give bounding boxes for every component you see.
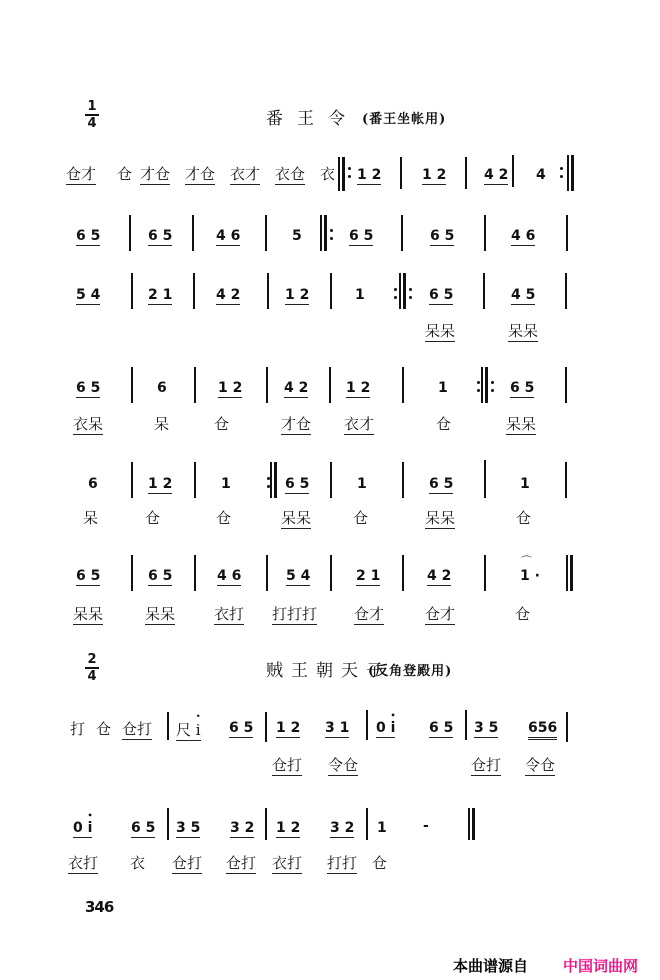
note-group: 1 — [355, 287, 365, 303]
lyric: 呆呆 — [73, 605, 104, 623]
lyric: 呆 — [83, 509, 99, 527]
percussion-syllable: 仓打 — [122, 720, 153, 738]
note-group: 6 5 — [429, 720, 454, 736]
note-group: 4 6 — [511, 228, 536, 244]
barline — [266, 367, 268, 403]
lyric: 仓打 — [226, 854, 257, 872]
note-group: 1 2 — [148, 476, 173, 492]
percussion-syllable: 仓 — [117, 165, 133, 183]
barline — [566, 215, 568, 251]
piece-title: 番王令 — [266, 109, 359, 129]
barline — [400, 157, 402, 189]
note-group: 2 1 — [356, 568, 381, 584]
repeat-end-barline — [567, 155, 574, 191]
note-group: 0 • i — [73, 820, 92, 836]
piece-subtitle: (反角登殿用) — [368, 664, 453, 679]
barline — [465, 157, 467, 189]
note-group: 1 · — [520, 568, 540, 584]
barline — [465, 710, 467, 740]
note-group: 6 5 — [349, 228, 374, 244]
source-label: 本曲谱源自 — [453, 957, 529, 975]
note-group: 3 2 — [330, 820, 355, 836]
lyric: 衣呆 — [73, 415, 104, 433]
note-group: 1 2 — [346, 380, 371, 396]
note-group: 3 5 — [176, 820, 201, 836]
barline — [267, 273, 269, 309]
lyric: 仓 — [214, 415, 230, 433]
note-group: 1 — [357, 476, 367, 492]
page-number: 346 — [85, 898, 114, 916]
piece-title: 贼王朝天子 — [266, 661, 391, 681]
note-group: 1 — [221, 476, 231, 492]
note-group: 1 2 — [276, 720, 301, 736]
barline — [565, 367, 567, 403]
barline — [484, 460, 486, 498]
barline — [167, 712, 169, 740]
note-group: - — [423, 818, 429, 834]
repeat-dots — [330, 229, 333, 240]
barline — [194, 462, 196, 498]
barline — [566, 712, 568, 742]
repeat-dots — [409, 288, 412, 299]
lyric: 令仓 — [328, 756, 359, 774]
barline — [167, 808, 169, 840]
barline — [484, 555, 486, 591]
note-group: 5 4 — [76, 287, 101, 303]
lyric: 仓打 — [272, 756, 303, 774]
time-signature-1-4: 1 4 — [84, 100, 100, 130]
note-group: 1 — [520, 476, 530, 492]
note-group: 6 5 — [76, 568, 101, 584]
lyric: 打打 — [327, 854, 358, 872]
lyric: 令仓 — [525, 756, 556, 774]
barline — [330, 462, 332, 498]
note-group: 1 2 — [357, 167, 382, 183]
lyric: 打打打 — [272, 605, 318, 623]
note-group: 3 1 — [325, 720, 350, 736]
percussion-syllable: 仓 — [96, 720, 112, 738]
lyric: 呆呆 — [425, 322, 456, 340]
repeat-dots — [560, 167, 563, 178]
final-barline — [468, 808, 475, 840]
note-group: 4 5 — [511, 287, 536, 303]
percussion-syllable: 衣仓 — [275, 165, 306, 183]
lyric: 呆呆 — [281, 509, 312, 527]
lyric: 衣打 — [68, 854, 99, 872]
barline — [192, 215, 194, 251]
barline — [266, 555, 268, 591]
lyric: 衣才 — [344, 415, 375, 433]
note-group: 6 5 — [76, 380, 101, 396]
note-group: 6 5 — [148, 228, 173, 244]
barline — [194, 555, 196, 591]
lyric: 呆呆 — [508, 322, 539, 340]
barline — [483, 273, 485, 309]
repeat-dots — [394, 288, 397, 299]
note-group: 6 — [157, 380, 167, 396]
note-group: 5 — [292, 228, 302, 244]
note-group: 2 1 — [148, 287, 173, 303]
barline — [484, 215, 486, 251]
time-signature-2-4: 2 4 — [84, 653, 100, 683]
note-group: 1 2 — [218, 380, 243, 396]
note-group: 6 — [88, 476, 98, 492]
note-group: 656 — [528, 720, 557, 736]
note-group: 1 — [377, 820, 387, 836]
note-group: 4 — [536, 167, 546, 183]
percussion-syllable: 才仓 — [140, 165, 171, 183]
repeat-start-barline — [481, 367, 488, 403]
barline — [512, 155, 514, 187]
lyric: 仓打 — [471, 756, 502, 774]
note-group: 6 5 — [76, 228, 101, 244]
note-group: 6 5 — [229, 720, 254, 736]
fermata-icon: ⌒ — [521, 555, 532, 568]
repeat-start-barline — [338, 157, 345, 191]
note-group: 6 5 — [285, 476, 310, 492]
lyric: 仓才 — [425, 605, 456, 623]
barline — [131, 273, 133, 309]
lyric: 仓 — [145, 509, 161, 527]
note-group: 尺 • i — [176, 719, 201, 740]
lyric: 仓打 — [172, 854, 203, 872]
barline — [131, 367, 133, 403]
note-group: 6 5 — [510, 380, 535, 396]
repeat-barline — [399, 273, 406, 309]
note-group: 6 5 — [430, 228, 455, 244]
barline — [131, 555, 133, 591]
repeat-end-barline — [270, 462, 277, 498]
lyric: 衣 — [130, 854, 146, 872]
barline — [129, 215, 131, 251]
percussion-syllable: 衣 — [320, 165, 336, 183]
note-group: 4 2 — [427, 568, 452, 584]
barline — [330, 273, 332, 309]
lyric: 仓 — [436, 415, 452, 433]
lyric: 仓才 — [354, 605, 385, 623]
note-group: 1 2 — [422, 167, 447, 183]
site-name-link[interactable]: 中国词曲网 — [563, 957, 639, 975]
note-group: 4 6 — [216, 228, 241, 244]
barline — [402, 367, 404, 403]
note-group: 3 2 — [230, 820, 255, 836]
final-barline — [566, 555, 573, 591]
repeat-start-barline — [320, 215, 327, 251]
barline — [565, 462, 567, 498]
piece-subtitle: (番王坐帐用) — [362, 112, 447, 127]
lyric: 衣打 — [214, 605, 245, 623]
note-group: 1 2 — [276, 820, 301, 836]
barline — [131, 462, 133, 498]
lyric: 仓 — [216, 509, 232, 527]
barline — [330, 555, 332, 591]
barline — [366, 808, 368, 840]
note-group: 4 6 — [217, 568, 242, 584]
percussion-syllable: 衣才 — [230, 165, 261, 183]
repeat-dots — [477, 381, 480, 392]
percussion-syllable: 仓才 — [66, 165, 97, 183]
percussion-syllable: 打 — [70, 720, 86, 738]
note-group: 0 • i — [376, 720, 395, 736]
lyric: 仓 — [372, 854, 388, 872]
lyric: 呆呆 — [425, 509, 456, 527]
note-group: 4 2 — [484, 167, 509, 183]
lyric: 仓 — [516, 509, 532, 527]
barline — [329, 367, 331, 403]
note-group: 1 2 — [285, 287, 310, 303]
lyric: 衣打 — [272, 854, 303, 872]
lyric: 仓 — [515, 605, 531, 623]
note-group: 5 4 — [286, 568, 311, 584]
barline — [565, 273, 567, 309]
note-group: 4 2 — [284, 380, 309, 396]
barline — [265, 215, 267, 251]
barline — [402, 555, 404, 591]
note-group: 6 5 — [131, 820, 156, 836]
lyric: 呆呆 — [506, 415, 537, 433]
lyric: 呆呆 — [145, 605, 176, 623]
lyric: 才仓 — [281, 415, 312, 433]
note-group: 6 5 — [429, 476, 454, 492]
percussion-syllable: 才仓 — [185, 165, 216, 183]
note-group: 4 2 — [216, 287, 241, 303]
lyric: 呆 — [154, 415, 170, 433]
barline — [265, 808, 267, 840]
note-group: 1 — [438, 380, 448, 396]
barline — [402, 462, 404, 498]
note-group: 6 5 — [148, 568, 173, 584]
barline — [194, 367, 196, 403]
barline — [193, 273, 195, 309]
note-group: 6 5 — [429, 287, 454, 303]
repeat-dots — [491, 381, 494, 392]
lyric: 仓 — [353, 509, 369, 527]
barline — [265, 712, 267, 742]
barline — [366, 710, 368, 740]
note-group: 3 5 — [474, 720, 499, 736]
repeat-dots — [348, 167, 351, 178]
barline — [401, 215, 403, 251]
